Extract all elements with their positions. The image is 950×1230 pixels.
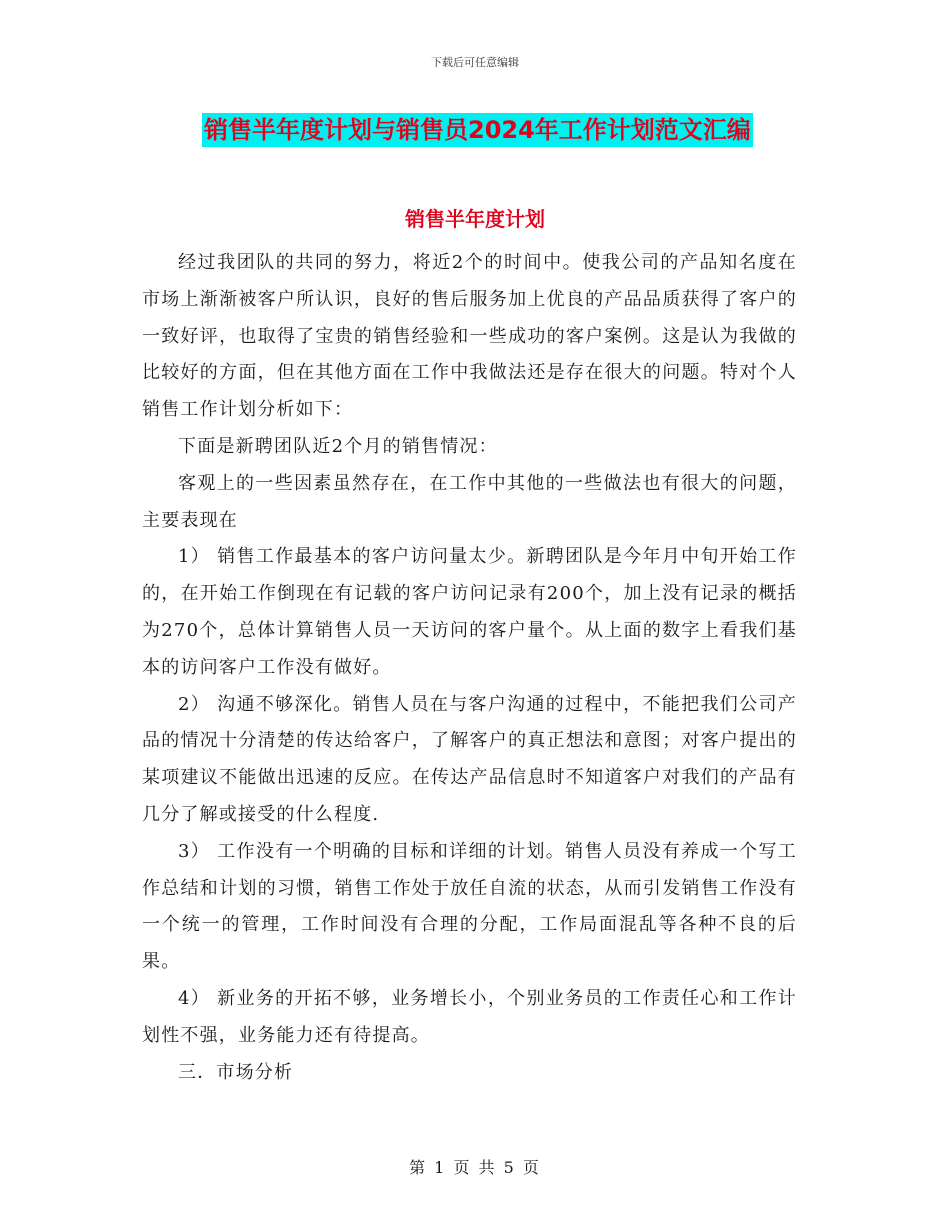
paragraph: 3） 工作没有一个明确的目标和详细的计划。销售人员没有养成一个写工作总结和计划的习惯，销售工作处于放任自流的状态，从而引发销售工作没有一个统一的管理，工作时间没有合理的分配，工作局面混乱等各种不良的后果。 [142, 840, 797, 973]
paragraph: 经过我团队的共同的努力，将近2个的时间中。使我公司的产品知名度在市场上渐渐被客户所认识，良好的售后服务加上优良的产品品质获得了客户的一致好评，也取得了宝贵的销售经验和一些成功的客户案例。这是认为我做的比较好的方面，但在其他方面在工作中我做法还是存在很大的问题。特对个人销售工作计划分析如下： [142, 252, 797, 421]
page-footer: 第 1 页 共 5 页 [409, 1158, 541, 1177]
paragraph: 4） 新业务的开拓不够，业务增长小，个别业务员的工作责任心和工作计划性不强，业务能力还有待提高。 [142, 987, 797, 1046]
paragraph: 客观上的一些因素虽然存在，在工作中其他的一些做法也有很大的问题，主要表现在 [142, 472, 797, 531]
document-title-wrapper [202, 112, 753, 148]
document-title: 销售半年度计划与销售员2024年工作计划范文汇编 [202, 113, 753, 147]
header-note: 下载后可任意编辑 [431, 56, 519, 69]
document-body [142, 245, 797, 1091]
paragraph: 1） 销售工作最基本的客户访问量太少。新聘团队是今年月中旬开始工作的，在开始工作倒现在有记载的客户访问记录有200个，加上没有记录的概括为270个，总体计算销售人员一天访问的客户量个。从上面的数字上看我们基本的访问客户工作没有做好。 [142, 546, 797, 678]
paragraph: 2） 沟通不够深化。销售人员在与客户沟通的过程中，不能把我们公司产品的情况十分清楚的传达给客户，了解客户的真正想法和意图；对客户提出的某项建议不能做出迅速的反应。在传达产品信息时不知道客户对我们的产品有几分了解或接受的什么程度. [142, 693, 797, 825]
paragraph: 三．市场分析 [178, 1061, 294, 1083]
section-title: 销售半年度计划 [405, 207, 545, 231]
paragraph: 下面是新聘团队近2个月的销售情况： [178, 435, 498, 457]
